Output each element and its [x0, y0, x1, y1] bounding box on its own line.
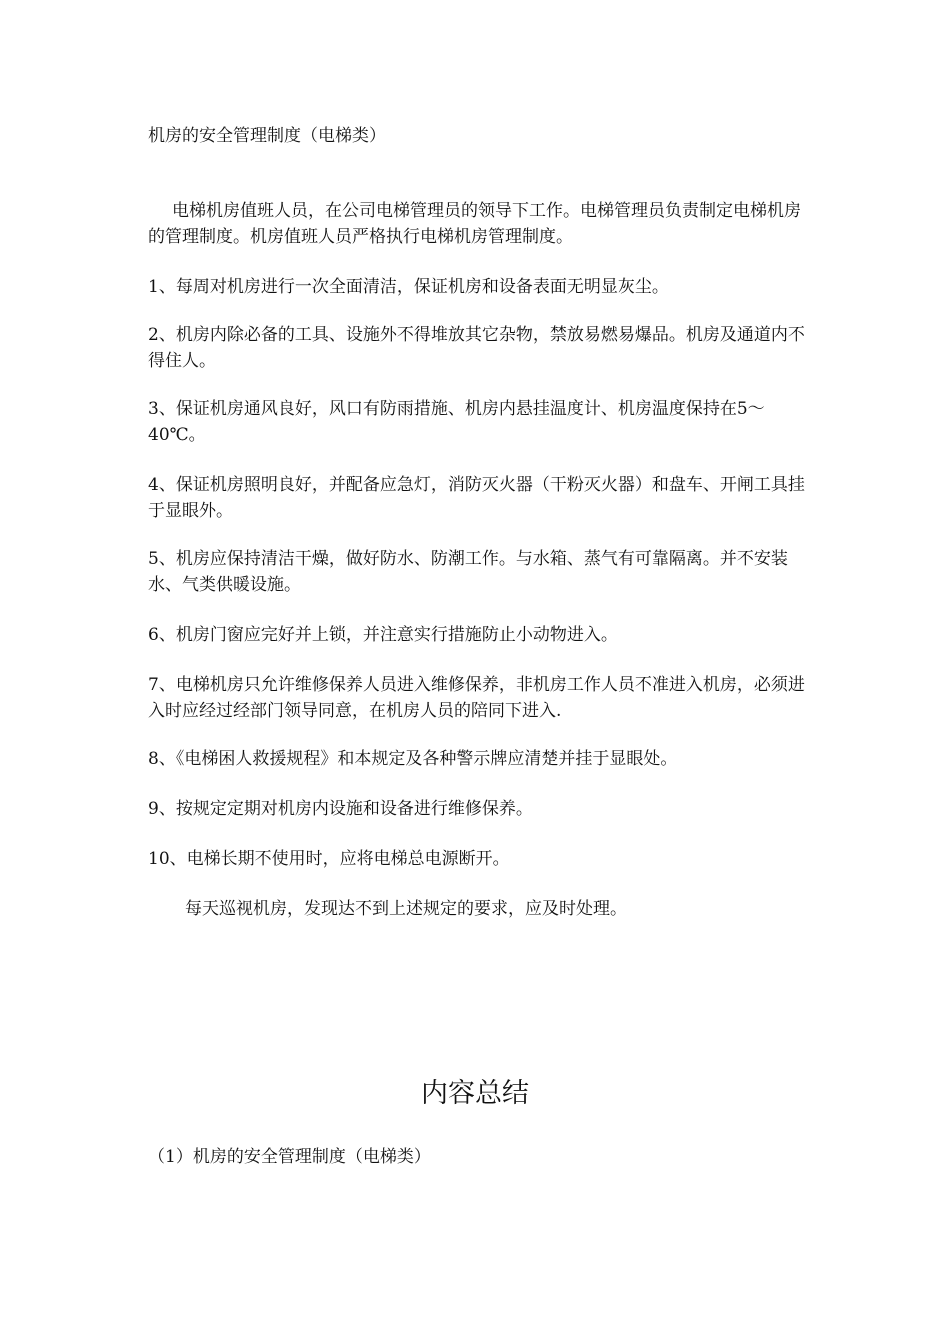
rule-item-2: 2、机房内除必备的工具、设施外不得堆放其它杂物，禁放易燃易爆品。机房及通道内不得住人。 [148, 325, 805, 371]
document-title: 机房的安全管理制度（电梯类） [148, 126, 386, 146]
intro-text: 电梯机房值班人员，在公司电梯管理员的领导下工作。电梯管理员负责制定电梯机房的管理制度。机房值班人员严格执行电梯机房管理制度。 [148, 201, 801, 247]
rule-item-1: 1、每周对机房进行一次全面清洁，保证机房和设备表面无明显灰尘。 [148, 277, 669, 297]
rule-item-7: 7、电梯机房只允许维修保养人员进入维修保养，非机房工作人员不准进入机房，必须进入时应经过经部门领导同意，在机房人员的陪同下进入. [148, 675, 805, 721]
rule-item-4: 4、保证机房照明良好，并配备应急灯，消防灭火器（干粉灭火器）和盘车、开闸工具挂于显眼外。 [148, 475, 805, 521]
closing-paragraph: 每天巡视机房，发现达不到上述规定的要求，应及时处理。 [185, 899, 627, 919]
rule-item-5: 5、机房应保持清洁干燥，做好防水、防潮工作。与水箱、蒸气有可靠隔离。并不安装水、气类供暖设施。 [148, 549, 788, 595]
summary-item: （1）机房的安全管理制度（电梯类） [148, 1147, 431, 1167]
rule-item-9: 9、按规定定期对机房内设施和设备进行维修保养。 [148, 799, 533, 819]
intro-paragraph [148, 198, 808, 250]
rule-item-3: 3、保证机房通风良好，风口有防雨措施、机房内悬挂温度计、机房温度保持在5～40℃。 [148, 399, 765, 445]
rule-item-6: 6、机房门窗应完好并上锁，并注意实行措施防止小动物进入。 [148, 625, 618, 645]
rule-item-8: 8、《电梯困人救援规程》和本规定及各种警示牌应清楚并挂于显眼处。 [148, 749, 678, 769]
summary-heading: 内容总结 [421, 1078, 529, 1109]
rule-item-10: 10、电梯长期不使用时，应将电梯总电源断开。 [148, 849, 510, 869]
